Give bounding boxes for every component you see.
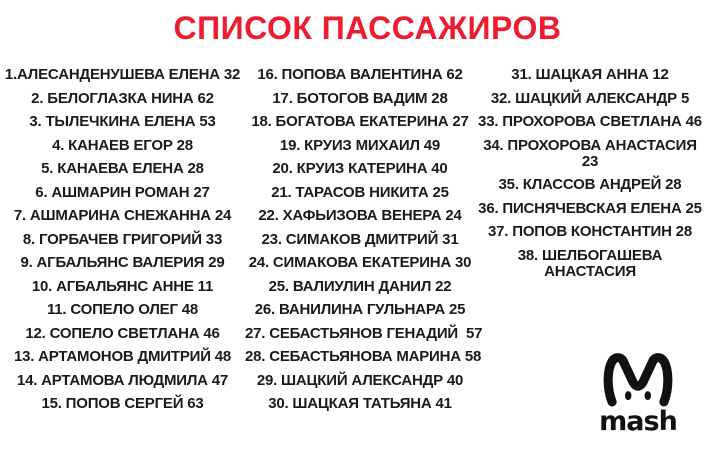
passenger-item: 14. АРТАМОВА ЛЮДМИЛА 47 [16, 371, 229, 389]
passenger-item: 4. КАНАЕВ ЕГОР 28 [52, 136, 193, 154]
passenger-item: 35. КЛАССОВ АНДРЕЙ 28 [498, 176, 682, 193]
passenger-item: 27. СЕБАСТЬЯНОВ ГЕНАДИЙ 57 [245, 324, 483, 342]
passenger-column-2 [245, 66, 483, 420]
passenger-item: 25. ВАЛИУЛИН ДАНИЛ 22 [268, 277, 452, 295]
passenger-item: 32. ШАЦКИЙ АЛЕКСАНДР 5 [490, 89, 690, 107]
passenger-item: 22. ХАФЬИЗОВА ВЕНЕРА 24 [258, 207, 462, 224]
passenger-item: 2. БЕЛОГЛАЗКА НИНА 62 [31, 89, 214, 107]
passenger-item: 15. ПОПОВ СЕРГЕЙ 63 [41, 395, 204, 412]
passenger-item: 9. АГБАЛЬЯНС ВАЛЕРИЯ 29 [20, 254, 225, 271]
page-title: СПИСОК ПАССАЖИРОВ [173, 10, 562, 46]
passenger-item: 8. ГОРБАЧЕВ ГРИГОРИЙ 33 [22, 230, 223, 248]
passenger-item: 29. ШАЦКИЙ АЛЕКСАНДР 40 [256, 371, 464, 389]
passenger-item: 37. ПОПОВ КОНСТАНТИН 28 [488, 223, 692, 240]
passenger-item: 5. КАНАЕВА ЕЛЕНА 28 [41, 160, 204, 177]
passenger-item: 21. ТАРАСОВ НИКИТА 25 [271, 183, 449, 201]
mash-cat-m-icon [603, 351, 673, 408]
mash-logo [596, 351, 680, 435]
passenger-item: 1.АЛЕСАНДЕНУШЕВА ЕЛЕНА 32 [4, 66, 241, 83]
passenger-item: 38. ШЕЛБОГАШЕВА АНАСТАСИЯ [517, 246, 663, 280]
passenger-item: 26. ВАНИЛИНА ГУЛЬНАРА 25 [254, 301, 466, 318]
mash-logo-text: mash [599, 406, 677, 437]
passenger-item: 31. ШАЦКАЯ АННА 12 [511, 66, 669, 83]
passenger-item: 20. КРУИЗ КАТЕРИНА 40 [272, 160, 448, 177]
passenger-item: 17. БОТОГОВ ВАДИМ 28 [272, 89, 448, 107]
passenger-item: 36. ПИСНЯЧЕВСКАЯ ЕЛЕНА 25 [478, 199, 702, 217]
passenger-item: 10. АГБАЛЬЯНС АННЕ 11 [31, 277, 214, 295]
passenger-item: 3. ТЫЛЕЧКИНА ЕЛЕНА 53 [29, 113, 216, 130]
passenger-item: 13. АРТАМОНОВ ДМИТРИЙ 48 [13, 348, 232, 365]
passenger-item: 7. АШМАРИНА СНЕЖАННА 24 [13, 207, 232, 224]
passenger-column-1 [0, 67, 245, 420]
passenger-item: 30. ШАЦКАЯ ТАТЬЯНА 41 [268, 395, 452, 412]
passenger-item: 6. АШМАРИН РОМАН 27 [35, 183, 210, 201]
passenger-item: 18. БОГАТОВА ЕКАТЕРИНА 27 [251, 113, 469, 130]
passenger-item: 12. СОПЕЛО СВЕТЛАНА 46 [25, 324, 220, 342]
passenger-item: 34. ПРОХОРОВА АНАСТАСИЯ 23 [483, 136, 697, 170]
passenger-item: 24. СИМАКОВА ЕКАТЕРИНА 30 [248, 254, 472, 271]
passenger-item: 28. СЕБАСТЬЯНОВА МАРИНА 58 [245, 348, 482, 365]
passenger-item: 23. СИМАКОВ ДМИТРИЙ 31 [261, 230, 459, 248]
passenger-item: 19. КРУИЗ МИХАИЛ 49 [279, 136, 441, 154]
passenger-item: 16. ПОПОВА ВАЛЕНТИНА 62 [257, 66, 463, 83]
passenger-item: 11. СОПЕЛО ОЛЕГ 48 [46, 301, 199, 318]
passenger-item: 33. ПРОХОРОВА СВЕТЛАНА 46 [478, 113, 702, 130]
